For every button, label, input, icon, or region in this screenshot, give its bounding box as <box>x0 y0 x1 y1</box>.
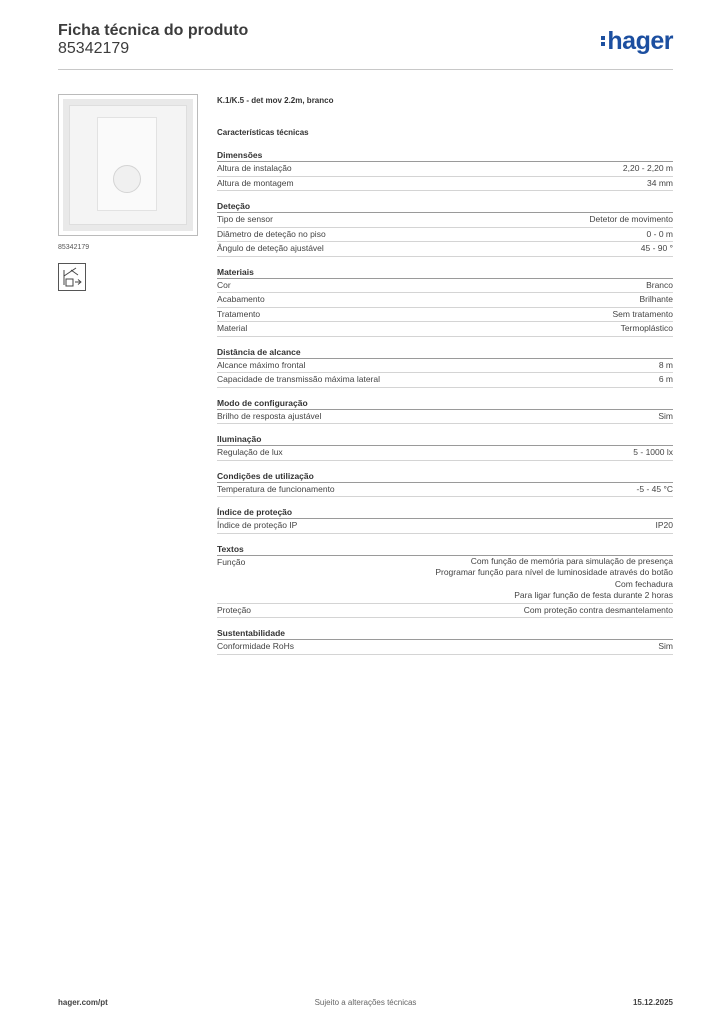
spec-label: Altura de instalação <box>217 163 292 173</box>
spec-section-title: Distância de alcance <box>217 346 673 359</box>
spec-section <box>217 200 673 257</box>
spec-value: Com proteção contra desmantelamento <box>523 604 673 615</box>
spec-row <box>217 242 673 257</box>
spec-row <box>217 556 673 604</box>
spec-label: Diâmetro de deteção no piso <box>217 228 326 239</box>
spec-section-title: Deteção <box>217 200 673 213</box>
spec-label: Altura de montagem <box>217 177 294 188</box>
spec-section-title: Textos <box>217 543 673 556</box>
spec-value: 5 - 1000 lx <box>633 447 673 457</box>
spec-value: Sem tratamento <box>612 308 673 319</box>
spec-label: Ângulo de deteção ajustável <box>217 243 324 253</box>
spec-row <box>217 322 673 337</box>
product-sensor-lens <box>113 165 141 193</box>
spec-value: Sim <box>658 410 673 421</box>
spec-section-title: Dimensões <box>217 149 673 162</box>
spec-section-title: Sustentabilidade <box>217 627 673 640</box>
spec-label: Brilho de resposta ajustável <box>217 410 322 421</box>
spec-section <box>217 543 673 619</box>
spec-row <box>217 519 673 534</box>
spec-label: Regulação de lux <box>217 447 283 457</box>
spec-label: Tratamento <box>217 308 261 319</box>
spec-value <box>435 556 673 603</box>
logo-text: hager <box>607 27 673 55</box>
hager-logo <box>601 28 673 54</box>
spec-section <box>217 346 673 388</box>
spec-value-line: Com função de memória para simulação de presença <box>470 555 673 566</box>
spec-section-title: Modo de configuração <box>217 397 673 410</box>
spec-row <box>217 640 673 655</box>
spec-label: Tipo de sensor <box>217 214 273 224</box>
mounting-symbol-svg <box>59 264 85 290</box>
product-title: K.1/K.5 - det mov 2.2m, branco <box>217 96 334 105</box>
spec-value: Termoplástico <box>620 323 673 333</box>
spec-section <box>217 149 673 191</box>
document-title: Ficha técnica do produto <box>58 22 249 39</box>
spec-value-line: Para ligar função de festa durante 2 horas <box>514 590 673 600</box>
spec-section-title: Índice de proteção <box>217 506 673 519</box>
spec-row <box>217 213 673 228</box>
spec-row <box>217 446 673 461</box>
spec-section <box>217 397 673 425</box>
spec-label: Material <box>217 323 248 333</box>
spec-value: 2,20 - 2,20 m <box>622 163 673 173</box>
spec-section-title: Condições de utilização <box>217 470 673 483</box>
spec-content <box>217 96 673 655</box>
spec-label: Alcance máximo frontal <box>217 359 306 370</box>
logo-dots-icon <box>601 34 605 48</box>
image-caption: 85342179 <box>58 244 90 251</box>
spec-value: -5 - 45 °C <box>636 483 673 494</box>
spec-value-line: Com fechadura <box>614 578 673 589</box>
spec-label: Temperatura de funcionamento <box>217 483 335 494</box>
spec-row <box>217 293 673 308</box>
spec-section-title: Iluminação <box>217 433 673 446</box>
spec-sections <box>217 149 673 655</box>
page-header <box>58 22 673 70</box>
spec-value: 0 - 0 m <box>646 228 673 239</box>
footer-disclaimer: Sujeito a alterações técnicas <box>314 998 417 1007</box>
spec-value: 45 - 90 ° <box>640 243 673 253</box>
spec-value: Branco <box>646 279 673 290</box>
spec-section <box>217 506 673 534</box>
product-image-frame <box>58 94 198 236</box>
footer-date: 15.12.2025 <box>632 998 673 1007</box>
spec-row <box>217 604 673 619</box>
spec-value: Detetor de movimento <box>589 214 673 224</box>
spec-section <box>217 433 673 461</box>
spec-section-title: Materiais <box>217 266 673 279</box>
spec-row <box>217 228 673 243</box>
mounting-symbol-icon <box>58 263 86 291</box>
spec-section <box>217 266 673 337</box>
spec-value: 34 mm <box>647 177 673 188</box>
spec-value: IP20 <box>655 520 673 530</box>
product-image <box>63 99 193 231</box>
spec-label: Proteção <box>217 604 252 615</box>
spec-row <box>217 308 673 323</box>
spec-row <box>217 359 673 374</box>
spec-label: Conformidade RoHs <box>217 641 295 651</box>
spec-row <box>217 162 673 177</box>
spec-label: Índice de proteção IP <box>217 520 298 530</box>
spec-section <box>217 470 673 498</box>
product-sensor-body <box>97 117 157 211</box>
spec-value: Brilhante <box>639 294 673 304</box>
spec-row <box>217 279 673 294</box>
spec-label: Capacidade de transmissão máxima lateral <box>217 374 380 384</box>
spec-row <box>217 483 673 498</box>
spec-label: Acabamento <box>217 294 265 304</box>
footer-website-link[interactable]: hager.com/pt <box>58 998 108 1007</box>
product-visuals <box>58 94 198 291</box>
spec-value-line: Programar função para nível de luminosidade através do botão <box>435 567 673 577</box>
tech-characteristics-heading: Características técnicas <box>217 128 309 137</box>
spec-row <box>217 410 673 425</box>
spec-value: 6 m <box>658 374 673 384</box>
spec-row <box>217 177 673 192</box>
spec-section <box>217 627 673 655</box>
spec-row <box>217 373 673 388</box>
spec-value: 8 m <box>658 359 673 370</box>
product-number: 85342179 <box>58 40 130 57</box>
spec-label: Cor <box>217 279 231 290</box>
spec-value: Sim <box>658 641 673 651</box>
spec-label: Função <box>217 556 246 567</box>
